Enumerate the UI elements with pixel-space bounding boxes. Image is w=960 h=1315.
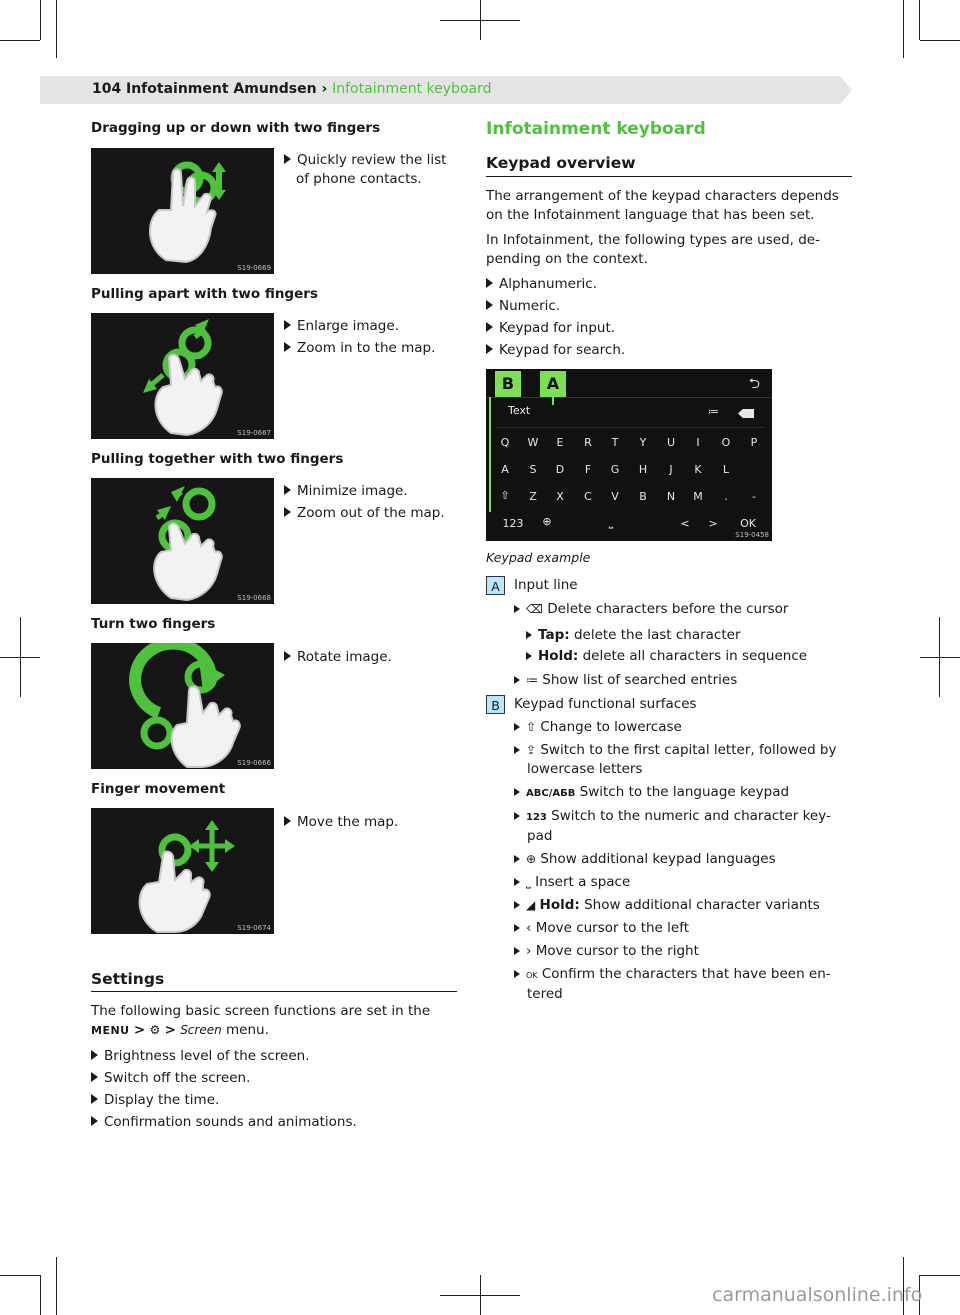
list-item: Zoom out of the map.	[297, 505, 445, 521]
gesture-figure-pull-apart	[91, 313, 274, 439]
legend-b-title: Keypad functional surfaces	[514, 696, 697, 712]
bullet-icon	[514, 855, 520, 863]
key-m[interactable]: M	[693, 490, 703, 503]
gesture-text-finger-movement	[284, 813, 398, 832]
tap-label: Tap:	[538, 627, 570, 643]
cursor-left-key[interactable]: <	[680, 517, 690, 530]
key-e[interactable]: E	[556, 436, 564, 449]
marker-a: A	[540, 371, 566, 397]
bullet-icon	[514, 788, 520, 796]
bullet-icon	[514, 970, 520, 978]
list-item: Switch to the numeric and character key-	[551, 808, 831, 824]
gesture-figure-turn	[91, 643, 274, 769]
hold-label: Hold:	[539, 897, 580, 913]
key-w[interactable]: W	[527, 436, 539, 449]
paragraph-line: In Infotainment, the following types are used, de-	[486, 232, 820, 248]
bullet-icon	[486, 322, 493, 332]
figure-code: S19-0666	[237, 759, 271, 767]
key-c[interactable]: C	[584, 490, 592, 503]
list-item: Minimize image.	[297, 483, 408, 499]
gesture-heading-finger-movement: Finger movement	[91, 781, 226, 797]
list-item: pad	[527, 828, 553, 844]
list-item: Insert a space	[535, 874, 631, 890]
path-gt: >	[133, 1022, 146, 1038]
context-paragraph	[486, 231, 856, 269]
bullet-icon	[284, 485, 291, 495]
settings-menu-path	[91, 1021, 461, 1040]
figure-code: S19-0458	[735, 531, 769, 539]
breadcrumb-separator: ›	[321, 81, 328, 97]
ok-key[interactable]: OK	[740, 517, 756, 530]
key-t[interactable]: T	[611, 436, 619, 449]
key-d[interactable]: D	[555, 463, 565, 476]
list-item: Keypad for search.	[499, 342, 626, 358]
figure-code: S19-0668	[237, 594, 271, 602]
cursor-left-icon: ‹	[526, 920, 532, 936]
keypad-figure	[486, 369, 772, 541]
shift-once-icon: ⇪	[526, 743, 537, 757]
gesture-text-pull-apart	[284, 317, 435, 358]
divider	[496, 427, 764, 428]
key-j[interactable]: J	[669, 463, 673, 476]
list-icon: ≔	[526, 673, 538, 687]
cursor-right-icon: ›	[526, 943, 532, 959]
bullet-icon	[514, 676, 520, 684]
bullet-icon	[486, 300, 493, 310]
settings-intro-line: The following basic screen functions are set in the	[91, 1003, 431, 1019]
path-gt: >	[164, 1022, 176, 1038]
bullet-icon	[514, 746, 520, 754]
key-g[interactable]: G	[610, 463, 620, 476]
gesture-heading-pull-apart: Pulling apart with two fingers	[91, 286, 318, 302]
language-keypad-icon: ABC/АБВ	[526, 788, 576, 799]
list-item: delete the last character	[573, 627, 741, 643]
list-item: Brightness level of the screen.	[104, 1048, 310, 1064]
list-item: Confirm the characters that have been en-	[541, 966, 831, 982]
bullet-icon	[91, 1094, 98, 1104]
list-item: delete all characters in sequence	[582, 648, 808, 664]
bullet-icon	[514, 878, 520, 886]
gesture-text-pull-together	[284, 482, 445, 523]
key-q[interactable]: Q	[500, 436, 510, 449]
list-item: Rotate image.	[297, 649, 392, 665]
breadcrumb-section: Infotainment keyboard	[332, 81, 492, 97]
rotate-gesture-icon	[91, 643, 274, 769]
hold-label: Hold:	[538, 648, 579, 664]
pinch-out-icon	[91, 313, 274, 439]
pinch-in-icon	[91, 478, 274, 604]
menu-word: MENU	[91, 1024, 130, 1037]
globe-icon: ⊕	[526, 852, 537, 866]
paragraph-line: pending on the context.	[486, 251, 648, 267]
section-subtitle: Keypad overview	[486, 154, 636, 172]
marker-a-line	[552, 397, 554, 405]
bullet-icon	[526, 652, 532, 660]
key-v[interactable]: V	[611, 490, 619, 503]
delete-icon: ⌫	[526, 602, 543, 616]
list-item: Display the time.	[104, 1092, 220, 1108]
paragraph-line: on the Infotainment language that has been set.	[486, 207, 815, 223]
key-b[interactable]: B	[639, 490, 647, 503]
bullet-icon	[514, 901, 520, 909]
key-n[interactable]: N	[666, 490, 676, 503]
key-l[interactable]: L	[722, 463, 730, 476]
list-item: Quickly review the list	[297, 152, 447, 168]
list-item: Switch to the language keypad	[579, 784, 790, 800]
shift-icon[interactable]: ⇧	[500, 489, 510, 502]
bullet-icon	[284, 154, 291, 164]
numeric-key[interactable]: 123	[502, 517, 524, 530]
marker-b: B	[495, 371, 521, 397]
bullet-icon	[284, 507, 291, 517]
list-item: tered	[527, 986, 563, 1002]
cursor-right-key[interactable]: >	[708, 517, 718, 530]
bullet-icon	[91, 1050, 98, 1060]
bullet-icon	[284, 342, 291, 352]
ok-icon: OK	[526, 971, 538, 980]
figure-caption: Keypad example	[486, 550, 591, 565]
bullet-icon	[91, 1116, 98, 1126]
space-icon: ⎵	[526, 875, 531, 889]
gesture-text-drag	[284, 151, 446, 189]
delete-icon[interactable]	[738, 409, 754, 418]
header-arrow	[840, 76, 852, 104]
settings-list	[91, 1047, 357, 1132]
back-icon[interactable]: ⮌	[748, 376, 760, 392]
settings-heading: Settings	[91, 970, 165, 988]
gesture-heading-turn: Turn two fingers	[91, 616, 216, 632]
keypad-types-list	[486, 275, 625, 360]
menu-suffix: menu.	[226, 1022, 269, 1038]
bullet-icon	[526, 631, 532, 639]
key-period[interactable]: .	[724, 490, 728, 503]
watermark: carmanualsonline.info	[712, 1284, 923, 1306]
list-item: Move the map.	[297, 814, 399, 830]
marker-b-line	[489, 397, 491, 512]
legend-a-items	[514, 600, 807, 690]
figure-code: S19-0674	[237, 924, 271, 932]
gesture-figure-drag	[91, 148, 274, 274]
figure-code: S19-0667	[237, 429, 271, 437]
legend-label-b: B	[486, 695, 505, 714]
bullet-icon	[514, 812, 520, 820]
list-item: Confirmation sounds and animations.	[104, 1114, 357, 1130]
page-number: 104	[92, 81, 122, 97]
list-item: Zoom in to the map.	[297, 340, 436, 356]
list-icon[interactable]: ≔	[708, 405, 719, 418]
legend-b-items	[514, 718, 854, 1004]
key-y[interactable]: Y	[639, 436, 647, 449]
bullet-icon	[91, 1072, 98, 1082]
shift-icon: ⇧	[526, 720, 537, 734]
bullet-icon	[514, 924, 520, 932]
key-a[interactable]: A	[501, 463, 509, 476]
divider	[486, 176, 852, 177]
key-s[interactable]: S	[529, 463, 537, 476]
key-o[interactable]: O	[721, 436, 731, 449]
key-p[interactable]: P	[750, 436, 758, 449]
gesture-heading-pull-together: Pulling together with two fingers	[91, 451, 344, 467]
breadcrumb	[126, 81, 491, 97]
list-item: Move cursor to the left	[535, 920, 690, 936]
intro-paragraph	[486, 187, 856, 225]
bullet-icon	[514, 723, 520, 731]
move-map-icon	[91, 808, 274, 934]
bullet-icon	[284, 651, 291, 661]
gear-icon: ⚙	[149, 1023, 161, 1037]
legend-label-a: A	[486, 576, 505, 595]
key-i[interactable]: I	[696, 436, 700, 449]
list-item: Numeric.	[499, 298, 561, 314]
breadcrumb-chapter: Infotainment Amundsen	[126, 81, 317, 97]
key-x[interactable]: X	[556, 490, 564, 503]
list-item: of phone contacts.	[296, 171, 422, 187]
key-f[interactable]: F	[584, 463, 592, 476]
bullet-icon	[284, 320, 291, 330]
bullet-icon	[514, 947, 520, 955]
globe-icon[interactable]: ⊕	[542, 515, 552, 528]
list-item: Show additional character variants	[584, 897, 820, 913]
gesture-figure-pull-together	[91, 478, 274, 604]
keypad-top-bar	[486, 369, 772, 398]
list-item: Delete characters before the cursor	[547, 601, 789, 617]
input-line[interactable]: Text	[508, 404, 531, 417]
list-item: Enlarge image.	[297, 318, 399, 334]
list-item: Alphanumeric.	[499, 276, 597, 292]
figure-code: S19-0669	[237, 264, 271, 272]
key-r[interactable]: R	[584, 436, 592, 449]
gesture-figure-finger-movement	[91, 808, 274, 934]
gesture-text-turn	[284, 648, 392, 667]
screen-word: Screen	[180, 1023, 222, 1037]
list-item: lowercase letters	[527, 761, 643, 777]
paragraph-line: The arrangement of the keypad characters depends	[486, 188, 839, 204]
bullet-icon	[486, 344, 493, 354]
list-item: Show additional keypad languages	[540, 851, 776, 867]
section-title: Infotainment keyboard	[486, 119, 706, 139]
numeric-keypad-icon: 123	[526, 812, 547, 823]
two-finger-drag-icon	[91, 148, 274, 274]
settings-intro	[91, 1002, 461, 1040]
divider	[91, 991, 457, 992]
key-k[interactable]: K	[694, 463, 702, 476]
gesture-heading-drag: Dragging up or down with two fingers	[91, 120, 381, 136]
list-item: Move cursor to the right	[535, 943, 699, 959]
key-h[interactable]: H	[638, 463, 648, 476]
bullet-icon	[514, 605, 520, 613]
list-item: Show list of searched entries	[542, 672, 738, 688]
legend-a-title: Input line	[514, 577, 578, 593]
key-u[interactable]: U	[666, 436, 676, 449]
bullet-icon	[486, 278, 493, 288]
character-variants-icon: ◢	[526, 898, 536, 912]
key-dash[interactable]: -	[752, 490, 756, 503]
list-item: Keypad for input.	[499, 320, 616, 336]
list-item: Switch off the screen.	[104, 1070, 251, 1086]
space-icon[interactable]: ⎵	[608, 516, 614, 529]
key-z[interactable]: Z	[529, 490, 537, 503]
list-item: Change to lowercase	[540, 719, 682, 735]
list-item: Switch to the first capital letter, followed by	[540, 742, 837, 758]
bullet-icon	[284, 816, 291, 826]
